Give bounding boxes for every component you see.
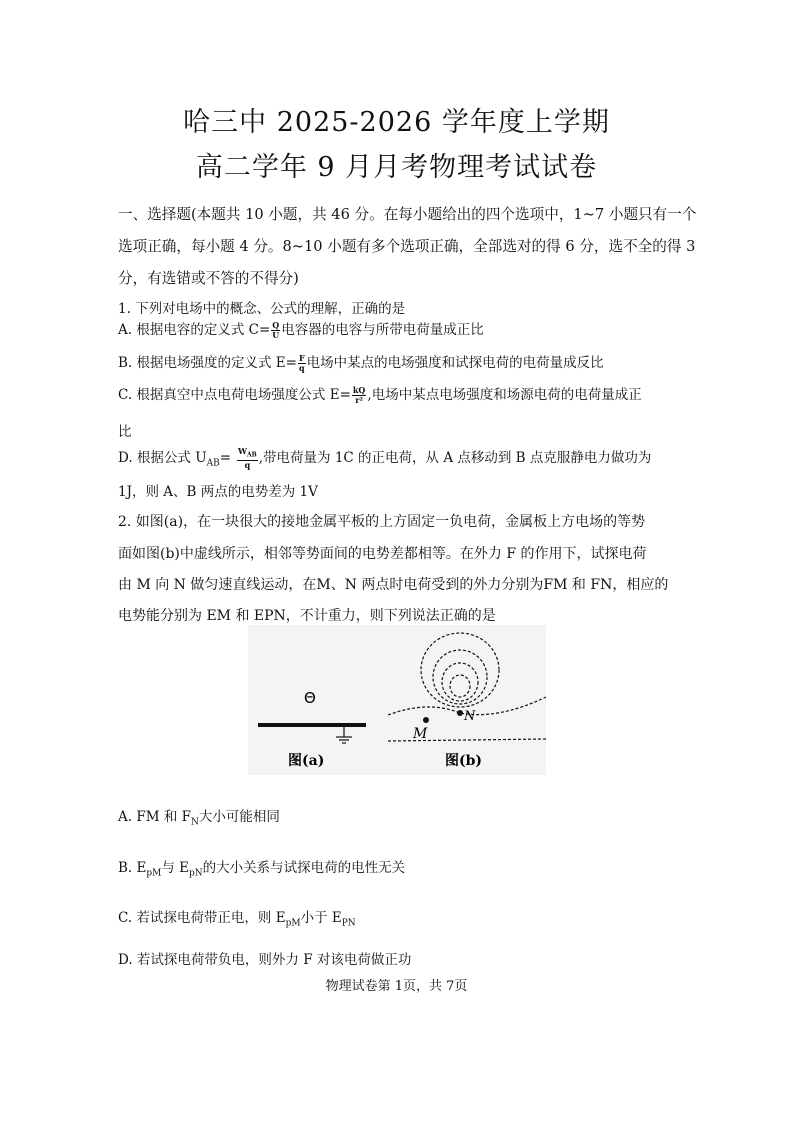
q1-option-d-continued: 1J，则 A、B 两点的电势差为 1V <box>118 484 318 500</box>
frac-denominator: q <box>244 459 251 470</box>
q1-d-equals: = <box>219 450 232 466</box>
point-n-marker <box>457 710 463 716</box>
capacitance-formula-fraction <box>271 321 280 340</box>
section-instructions-line3: 分，有选错或不答的不得分) <box>118 270 299 287</box>
metal-plate <box>258 723 366 727</box>
q2-a-subscript: N <box>190 817 199 828</box>
q1-option-a <box>118 318 484 340</box>
negative-charge-icon: Θ <box>304 689 316 707</box>
frac-numerator: kQ <box>352 385 366 395</box>
q2-b-subscript-1: pM <box>146 868 162 879</box>
q2-c-middle: 小于 E <box>300 910 342 926</box>
exam-title-line2: 高二学年 9 月月考物理考试试卷 <box>195 152 598 183</box>
section-instructions-line1: 一、选择题(本题共 10 小题，共 46 分。在每小题给出的四个选项中，1~7 小题只有一个 <box>118 206 697 223</box>
q1-b-text: 电场中某点的电场强度和试探电荷的电荷量成反比 <box>306 355 604 371</box>
frac-numerator <box>237 447 258 461</box>
frac-denominator: q <box>299 363 305 373</box>
q1-option-d <box>118 446 651 470</box>
q2-stem-line3: 由 M 向 N 做匀速直线运动，在M、N 两点时电荷受到的外力分别为FM 和 FN，相应的 <box>118 577 669 593</box>
numerator-subscript: AB <box>247 451 257 459</box>
q2-b-prefix: B. E <box>118 860 147 876</box>
q2-stem-line2: 面如图(b)中虚线所示，相邻等势面间的电势差都相等。在外力 F 的作用下，试探电荷 <box>118 546 647 562</box>
q2-stem-line1: 2. 如图(a)，在一块很大的接地金属平板的上方固定一负电荷，金属板上方电场的等势 <box>118 514 646 530</box>
q2-option-c <box>118 906 356 929</box>
exam-title-line1: 哈三中 2025-2026 学年度上学期 <box>183 107 610 138</box>
q2-option-a <box>118 805 280 828</box>
point-n-label: N <box>464 709 476 724</box>
frac-denominator: U <box>272 330 280 340</box>
figure-b-label: 图(b) <box>445 753 483 769</box>
q2-stem-line4: 电势能分别为 EM 和 EPN，不计重力，则下列说法正确的是 <box>118 608 496 624</box>
q2-b-text: 的大小关系与试探电荷的电性无关 <box>202 860 406 876</box>
field-formula-fraction <box>298 354 306 373</box>
point-m-marker <box>423 717 429 723</box>
q2-option-d: D. 若试探电荷带负电，则外力 F 对该电荷做正功 <box>118 952 412 968</box>
q2-b-subscript-2: pN <box>189 868 203 879</box>
q2-option-b <box>118 856 405 879</box>
numerator-symbol: W <box>238 446 248 457</box>
q1-a-text: 电容器的电容与所带电荷量成正比 <box>281 322 484 338</box>
figure-a-label: 图(a) <box>288 753 325 769</box>
voltage-formula-fraction <box>237 447 258 470</box>
q2-a-text: 大小可能相同 <box>198 809 280 825</box>
q1-stem: 1. 下列对电场中的概念、公式的理解，正确的是 <box>118 301 406 317</box>
page-footer: 物理试卷第 1页，共 7页 <box>325 979 468 994</box>
frac-numerator: F <box>298 353 305 363</box>
q1-c-prefix: C. 根据真空中点电荷电场强度公式 E= <box>118 387 351 403</box>
frac-numerator: Q <box>272 320 280 330</box>
q2-a-prefix: A. FM 和 F <box>118 809 191 825</box>
q1-d-prefix: D. 根据公式 U <box>118 450 207 466</box>
q1-d-text: ,带电荷量为 1C 的正电荷，从 A 点移动到 B 点克服静电力做功为 <box>258 450 652 466</box>
point-charge-formula-fraction <box>352 386 367 405</box>
q1-d-subscript: AB <box>206 458 220 469</box>
q2-b-middle: 与 E <box>161 860 189 876</box>
equipotential-figure <box>248 625 546 775</box>
section-instructions-line2: 选项正确，每小题 4 分。8~10 小题有多个选项正确，全部选对的得 6 分，选不全的得 3 <box>118 238 696 255</box>
point-m-label: M <box>413 726 428 742</box>
q1-option-c <box>118 383 642 405</box>
frac-denominator: r² <box>355 395 363 405</box>
q1-a-prefix: A. 根据电容的定义式 C= <box>118 322 271 338</box>
q2-c-prefix: C. 若试探电荷带正电，则 E <box>118 910 286 926</box>
q2-c-subscript-2: PN <box>341 918 356 929</box>
q1-option-c-continued: 比 <box>118 424 132 440</box>
q1-b-prefix: B. 根据电场强度的定义式 E= <box>118 355 297 371</box>
q2-c-subscript-1: pM <box>285 918 301 929</box>
q1-c-text: ,电场中某点电场强度和场源电荷的电荷量成正 <box>367 387 642 403</box>
q1-option-b <box>118 351 604 373</box>
